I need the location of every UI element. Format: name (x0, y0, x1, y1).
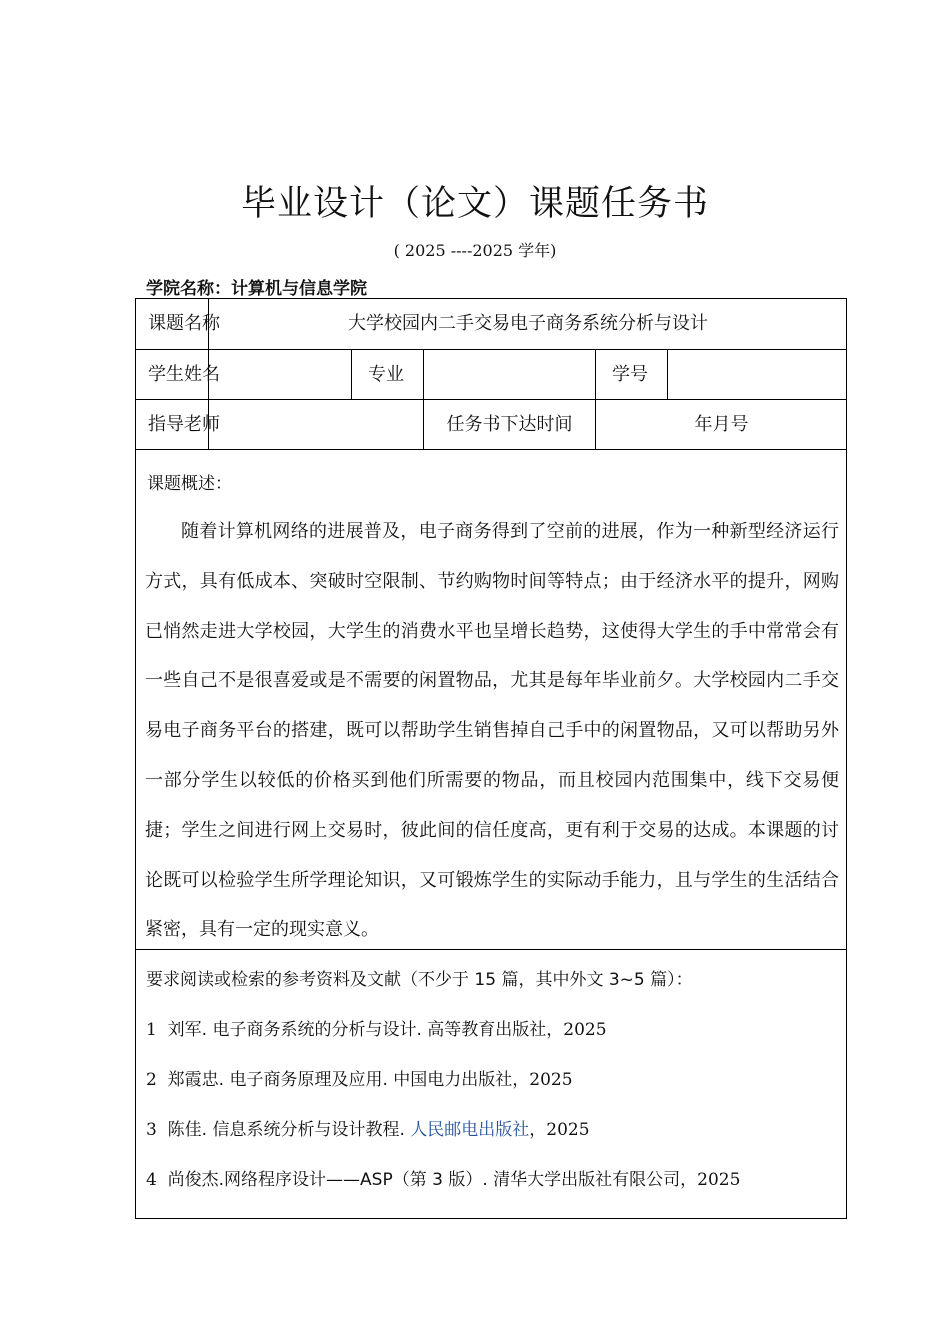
academic-year: ( 2025 ----2025 学年) (393, 241, 557, 260)
reference-year: 2025 (697, 1170, 741, 1190)
reference-item (146, 1065, 573, 1090)
reference-number: 3 (146, 1120, 157, 1140)
topic-label: 课题名称 (148, 313, 220, 334)
references-title: 要求阅读或检索的参考资料及文献（不少于 15 篇，其中外文 3~5 篇）： (146, 970, 693, 990)
reference-item (146, 1165, 740, 1190)
overview-label: 课题概述： (147, 474, 232, 494)
reference-number: 2 (146, 1070, 157, 1090)
reference-item (146, 1015, 607, 1040)
topic-value: 大学校园内二手交易电子商务系统分析与设计 (348, 313, 708, 334)
row-divider (136, 349, 846, 350)
major-label: 专业 (368, 364, 404, 385)
reference-year: ，2025 (529, 1120, 590, 1140)
student-name-label: 学生姓名 (148, 364, 220, 385)
issue-time-value: 年月号 (694, 414, 749, 435)
college-name: 学院名称：计算机与信息学院 (146, 279, 367, 299)
reference-year: 2025 (563, 1020, 607, 1040)
reference-year: 2025 (529, 1070, 573, 1090)
reference-item (146, 1115, 590, 1140)
column-divider (667, 349, 668, 399)
task-table (135, 298, 847, 1219)
issue-time-label: 任务书下达时间 (446, 414, 573, 435)
row-divider (136, 399, 846, 400)
reference-text: 尚俊杰.网络程序设计——ASP（第 3 版）. 清华大学出版社有限公司， (167, 1170, 698, 1190)
reference-text: 郑霞忠. 电子商务原理及应用. 中国电力出版社， (167, 1070, 530, 1090)
reference-number: 1 (146, 1020, 157, 1040)
reference-number: 4 (146, 1170, 157, 1190)
overview-text: 随着计算机网络的进展普及，电子商务得到了空前的进展，作为一种新型经济运行方式，具有低成本、突破时空限制、节约购物时间等特点；由于经济水平的提升，网购已悄然走进大学校园，大学生的消费水平也呈增长趋势，这使得大学生的手中常常会有一些自己不是很喜爱或是不需要的闲置物品，尤其是每年毕业前夕。大学校园内二手交易电子商务平台的搭建，既可以帮助学生销售掉自己手中的闲置物品，又可以帮助另外一部分学生以较低的价格买到他们所需要的物品，而且校园内范围集中，线下交易便捷；学生之间进行网上交易时，彼此间的信任度高，更有利于交易的达成。本课题的讨论既可以检验学生所学理论知识，又可锻炼学生的实际动手能力，且与学生的生活结合紧密，具有一定的现实意义。 (145, 521, 839, 941)
row-divider (136, 449, 846, 450)
document-title: 毕业设计（论文）课题任务书 (240, 184, 709, 224)
advisor-label: 指导老师 (148, 414, 220, 435)
publisher-link[interactable]: 人民邮电出版社 (410, 1120, 530, 1140)
reference-text: 陈佳. 信息系统分析与设计教程. (167, 1120, 411, 1140)
reference-text: 刘军. 电子商务系统的分析与设计. 高等教育出版社， (167, 1020, 564, 1040)
student-id-label: 学号 (612, 364, 648, 385)
column-divider (351, 349, 352, 399)
